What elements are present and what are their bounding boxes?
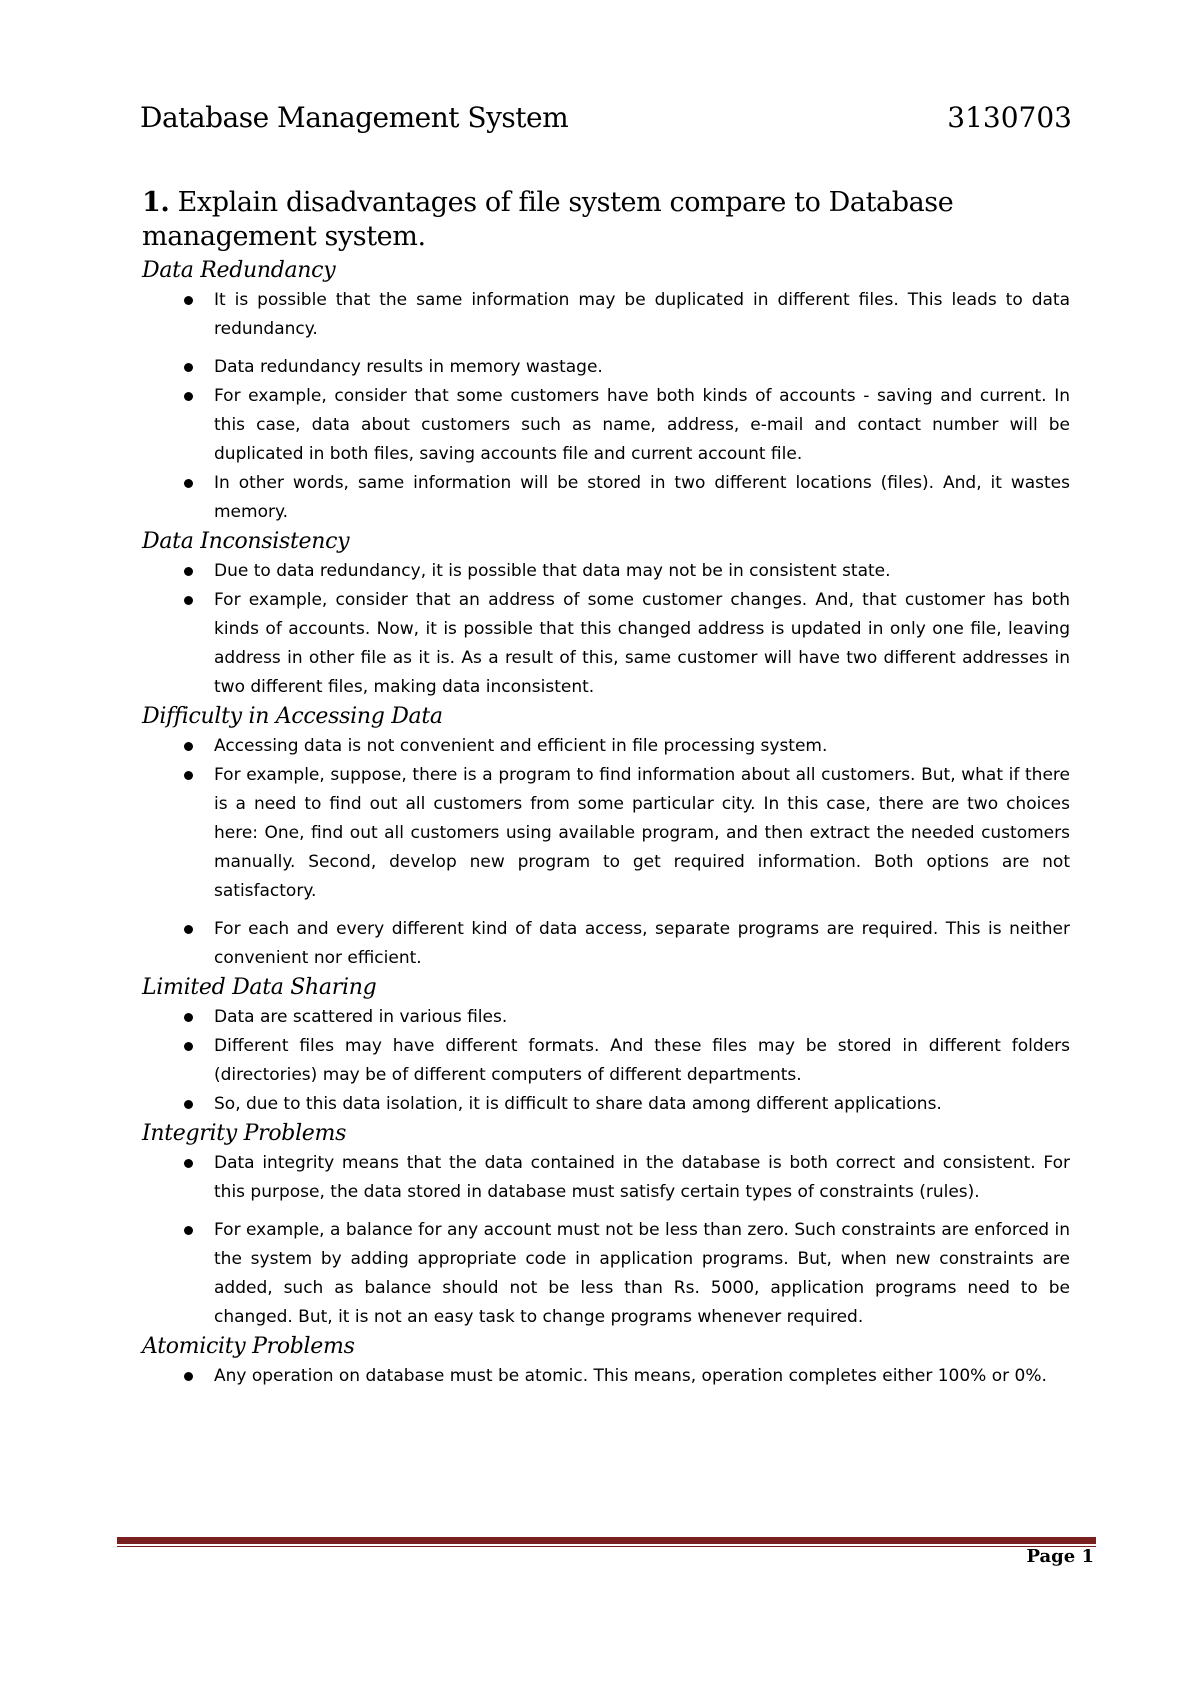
list-item bbox=[142, 1090, 1070, 1119]
bullet-icon bbox=[184, 363, 193, 372]
list-item-text: For example, consider that some customers have both kinds of accounts - saving and current. In this case, data about customers such as name, address, e-mail and contact number will be duplicated in both files, saving accounts file and current account file. bbox=[214, 386, 1070, 464]
list-item-text: For each and every different kind of data access, separate programs are required. This is neither convenient nor efficient. bbox=[214, 919, 1070, 968]
question-heading bbox=[142, 186, 1070, 254]
list-item bbox=[142, 382, 1070, 469]
bullet-icon bbox=[184, 1013, 193, 1022]
list-item-text: For example, suppose, there is a program to find information about all customers. But, what if there is a need to find out all customers from some particular city. In this case, there are two choices here: One, find out all customers using available program, and then extract the needed customers manually. Second, develop new program to get required information. Both options are not satisfactory. bbox=[214, 765, 1070, 901]
list-item-text: In other words, same information will be stored in two different locations (files). And, it wastes memory. bbox=[214, 473, 1070, 522]
bullet-icon bbox=[184, 1042, 193, 1051]
bullet-icon bbox=[184, 596, 193, 605]
document-body bbox=[142, 186, 1070, 1391]
list-item-text: For example, consider that an address of some customer changes. And, that customer has both kinds of accounts. Now, it is possible that this changed address is updated in only one file, leaving address in other file as it is. As a result of this, same customer will have two different addresses in two different files, making data inconsistent. bbox=[214, 590, 1070, 697]
header-code: 3130703 bbox=[947, 101, 1072, 134]
list-item-text: So, due to this data isolation, it is difficult to share data among different applications. bbox=[214, 1094, 942, 1114]
list-item bbox=[142, 732, 1070, 761]
section-heading-difficulty-accessing-data: Difficulty in Accessing Data bbox=[142, 704, 443, 729]
list-item bbox=[142, 1003, 1070, 1032]
section-heading-data-inconsistency: Data Inconsistency bbox=[142, 529, 350, 554]
list-item bbox=[142, 1149, 1070, 1207]
section-heading-limited-data-sharing: Limited Data Sharing bbox=[142, 975, 377, 1000]
list-item-text: Any operation on database must be atomic. This means, operation completes either 100% or 0%. bbox=[214, 1366, 1047, 1386]
bullet-icon bbox=[184, 1372, 193, 1381]
footer-divider bbox=[117, 1537, 1096, 1544]
list-item-text: Different files may have different formats. And these files may be stored in different folders (directories) may be of different computers of different departments. bbox=[214, 1036, 1070, 1085]
list-item-text: Accessing data is not convenient and efficient in file processing system. bbox=[214, 736, 828, 756]
section-heading-integrity-problems: Integrity Problems bbox=[142, 1121, 347, 1146]
list-item-text: Data integrity means that the data contained in the database is both correct and consistent. For this purpose, the data stored in database must satisfy certain types of constraints (rules). bbox=[214, 1153, 1070, 1202]
list-item bbox=[142, 761, 1070, 906]
bullet-icon bbox=[184, 742, 193, 751]
list-item bbox=[142, 1032, 1070, 1090]
section-list-difficulty-accessing-data bbox=[142, 732, 1070, 973]
bullet-icon bbox=[184, 1100, 193, 1109]
section-list-atomicity-problems bbox=[142, 1362, 1070, 1391]
bullet-icon bbox=[184, 1159, 193, 1168]
list-item-text: It is possible that the same information may be duplicated in different files. This leads to data redundancy. bbox=[214, 290, 1070, 339]
bullet-icon bbox=[184, 296, 193, 305]
list-item bbox=[142, 353, 1070, 382]
bullet-icon bbox=[184, 392, 193, 401]
question-text: Explain disadvantages of file system compare to Database management system. bbox=[142, 187, 954, 252]
section-list-data-inconsistency bbox=[142, 557, 1070, 702]
header-title: Database Management System bbox=[140, 101, 569, 134]
bullet-icon bbox=[184, 771, 193, 780]
list-item-text: For example, a balance for any account must not be less than zero. Such constraints are enforced in the system by adding appropriate code in application programs. But, when new constraints are added, such as balance should not be less than Rs. 5000, application programs need to be changed. But, it is not an easy task to change programs whenever required. bbox=[214, 1220, 1070, 1327]
bullet-icon bbox=[184, 479, 193, 488]
list-item bbox=[142, 1362, 1070, 1391]
list-item bbox=[142, 586, 1070, 702]
list-item bbox=[142, 286, 1070, 344]
list-item bbox=[142, 915, 1070, 973]
list-item-text: Due to data redundancy, it is possible that data may not be in consistent state. bbox=[214, 561, 891, 581]
bullet-icon bbox=[184, 567, 193, 576]
section-list-limited-data-sharing bbox=[142, 1003, 1070, 1119]
list-item-text: Data redundancy results in memory wastage. bbox=[214, 357, 603, 377]
page-number: Page 1 bbox=[1026, 1546, 1094, 1567]
list-item-text: Data are scattered in various files. bbox=[214, 1007, 508, 1027]
section-list-integrity-problems bbox=[142, 1149, 1070, 1332]
section-heading-atomicity-problems: Atomicity Problems bbox=[142, 1334, 355, 1359]
bullet-icon bbox=[184, 1226, 193, 1235]
list-item bbox=[142, 557, 1070, 586]
list-item bbox=[142, 469, 1070, 527]
footer-divider-thin bbox=[117, 1546, 1096, 1547]
list-item bbox=[142, 1216, 1070, 1332]
question-number: 1. bbox=[142, 187, 170, 218]
section-heading-data-redundancy: Data Redundancy bbox=[142, 258, 336, 283]
bullet-icon bbox=[184, 925, 193, 934]
section-list-data-redundancy bbox=[142, 286, 1070, 527]
